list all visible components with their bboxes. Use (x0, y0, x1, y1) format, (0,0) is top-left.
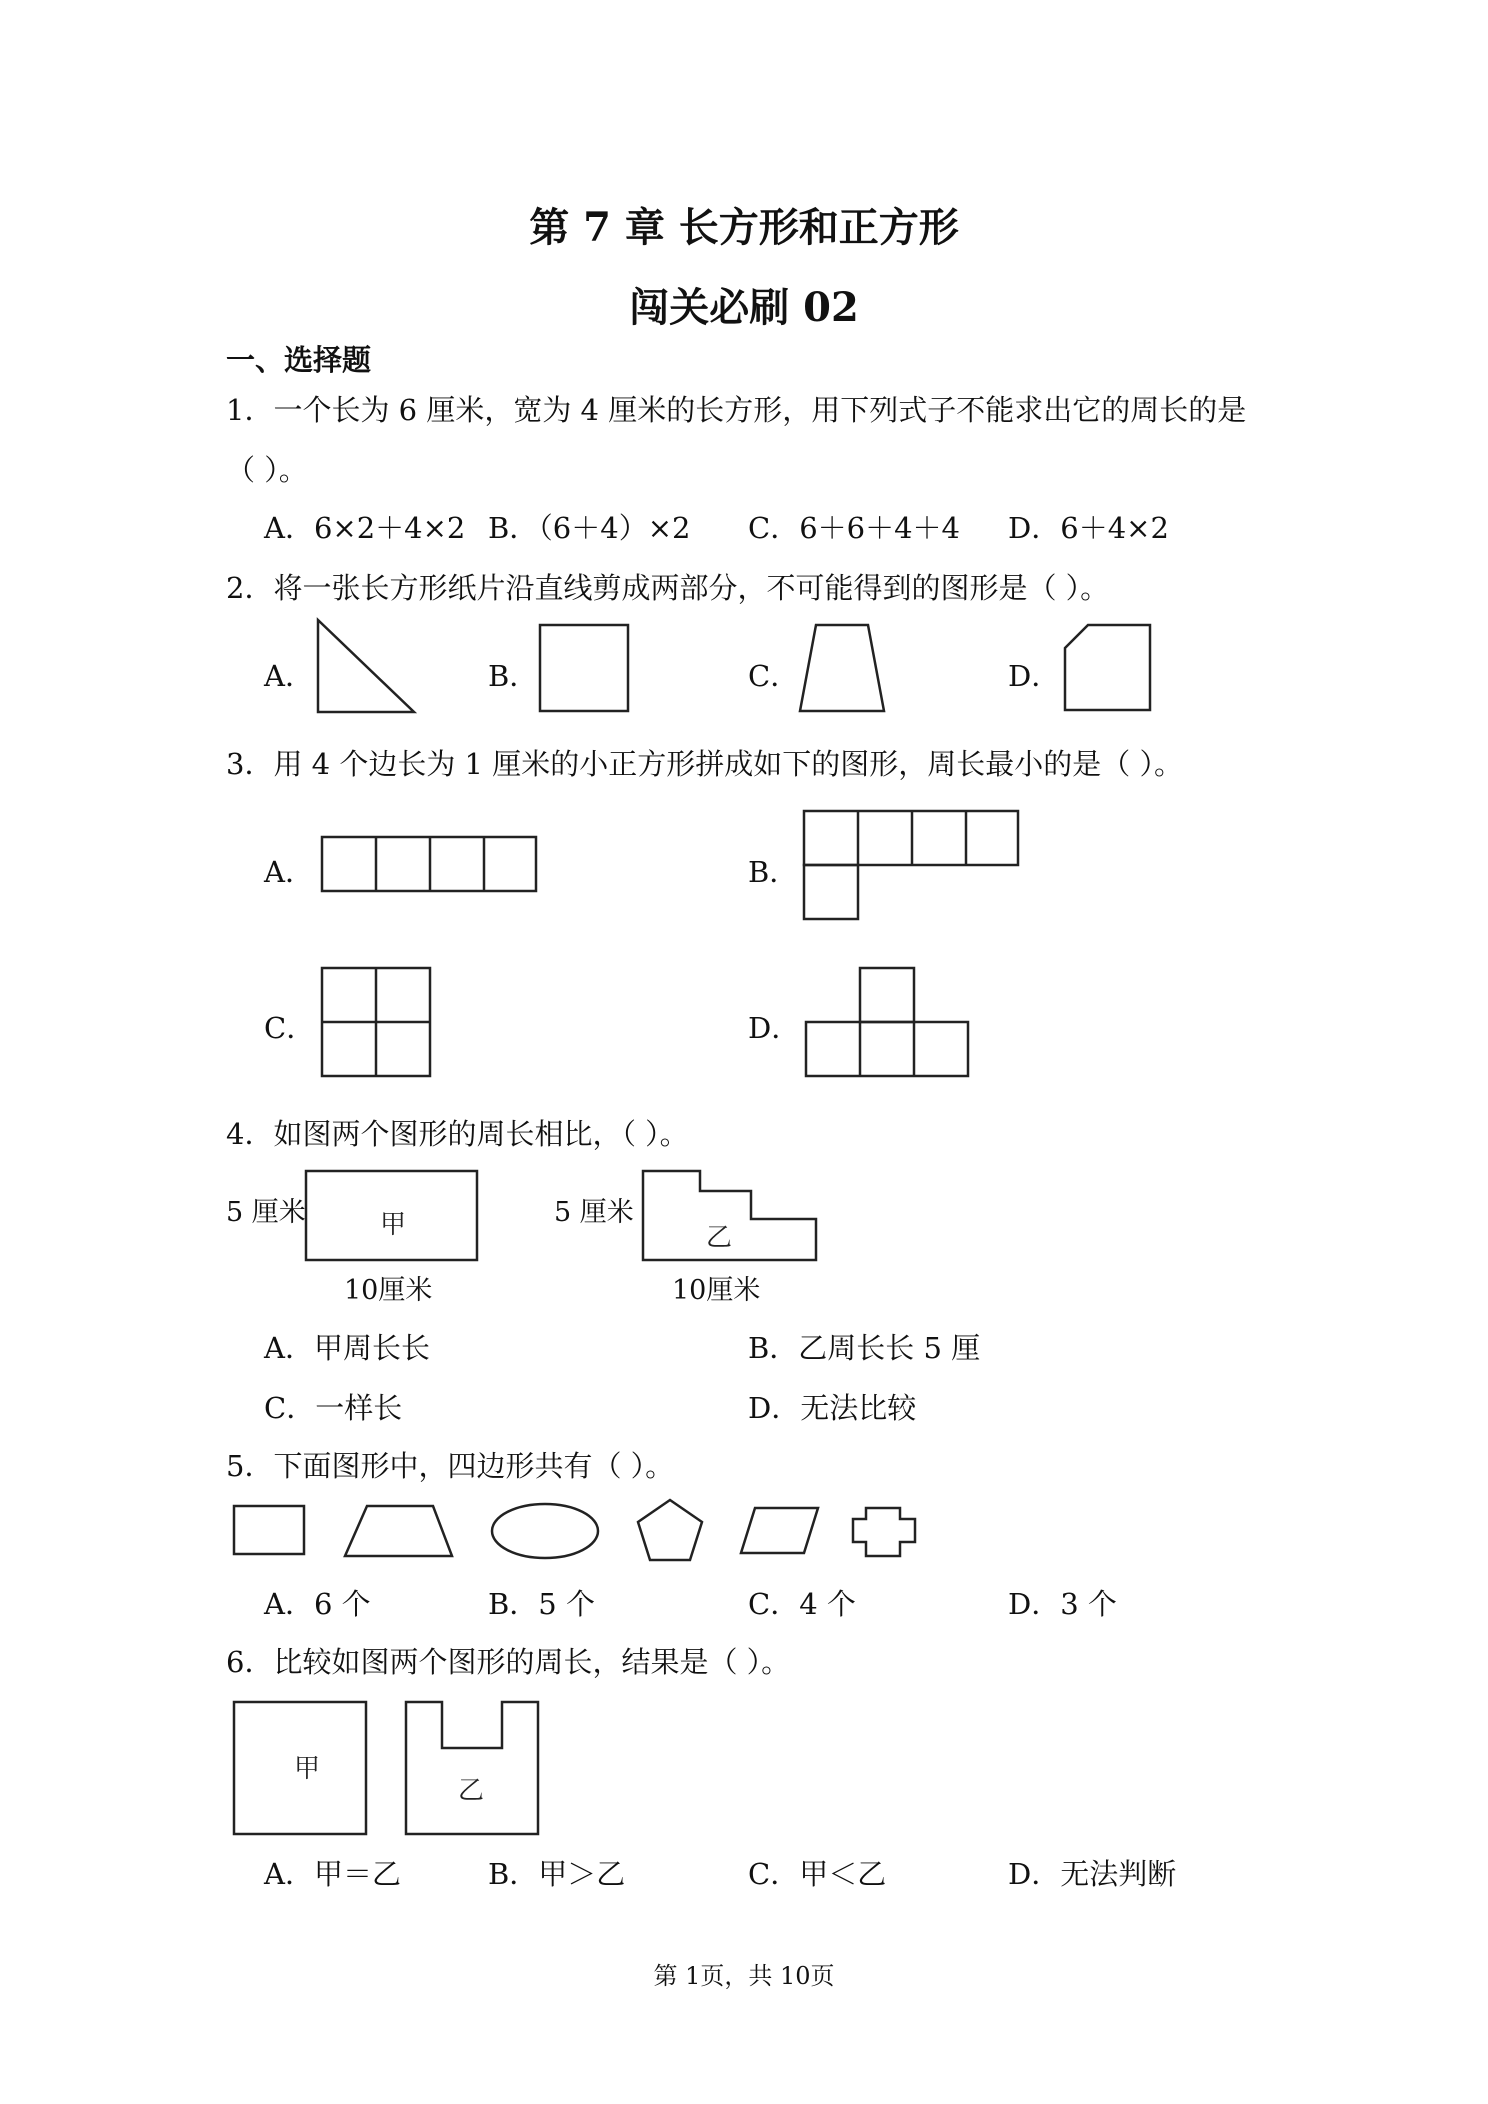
section-heading: 一、选择题 (226, 343, 372, 377)
yi-width-label: 10厘米 (672, 1275, 761, 1306)
q6-option-b[interactable]: B．甲＞乙 (488, 1857, 626, 1891)
q6-option-a[interactable]: A．甲＝乙 (264, 1857, 401, 1891)
page-footer: 第 1页，共 10页 (653, 1962, 835, 1990)
q6-figure-yi (406, 1702, 538, 1834)
q4-option-d[interactable]: D．无法比较 (748, 1391, 917, 1425)
q1-option-c[interactable]: C．6＋6＋4＋4 (748, 511, 960, 545)
q3-option-b[interactable]: B． (748, 855, 799, 889)
q3-option-a[interactable]: A． (264, 855, 314, 889)
q2-option-c[interactable]: C． (748, 659, 800, 693)
q5-shape-trapezoid (345, 1506, 452, 1556)
worksheet-subtitle: 闯关必刷 02 (629, 284, 859, 331)
q5-option-b[interactable]: B．5 个 (488, 1587, 595, 1621)
q4-yi-text: 乙 (706, 1223, 733, 1253)
q1-option-b[interactable]: B．（6＋4）×2 (488, 511, 691, 545)
q3-option-d[interactable]: D． (748, 1011, 801, 1045)
q3-figure-b (804, 811, 1018, 919)
q4-option-a[interactable]: A．甲周长长 (264, 1331, 430, 1365)
q4-jia-text: 甲 (380, 1210, 407, 1240)
question-5-stem: 5．下面图形中，四边形共有（ ）。 (226, 1449, 675, 1483)
q6-option-d[interactable]: D．无法判断 (1008, 1857, 1177, 1891)
question-2-stem: 2．将一张长方形纸片沿直线剪成两部分，不可能得到的图形是（ ）。 (226, 571, 1110, 605)
question-1-stem-cont: （ ）。 (226, 453, 308, 487)
q2-option-d[interactable]: D． (1008, 659, 1061, 693)
q5-shape-ellipse (492, 1504, 598, 1558)
q5-shape-rectangle (234, 1506, 304, 1554)
q3-option-c[interactable]: C． (264, 1011, 316, 1045)
yi-height-label: 5 厘米 (554, 1197, 634, 1228)
q3-figure-a (322, 837, 536, 891)
q5-option-c[interactable]: C．4 个 (748, 1587, 856, 1621)
q5-option-d[interactable]: D．3 个 (1008, 1587, 1117, 1621)
q2-option-b[interactable]: B． (488, 659, 539, 693)
q2-shape-cut-corner-square (1065, 625, 1150, 710)
q2-option-a[interactable]: A． (264, 659, 314, 693)
q6-yi-text: 乙 (458, 1776, 485, 1806)
q5-option-a[interactable]: A．6 个 (264, 1587, 371, 1621)
q6-option-c[interactable]: C．甲＜乙 (748, 1857, 887, 1891)
q1-option-d[interactable]: D．6＋4×2 (1008, 511, 1169, 545)
q5-shape-cross (853, 1508, 915, 1556)
q2-shape-square (540, 625, 628, 711)
question-6-stem: 6．比较如图两个图形的周长，结果是（ ）。 (226, 1645, 791, 1679)
question-3-stem: 3．用 4 个边长为 1 厘米的小正方形拼成如下的图形，周长最小的是（ ）。 (226, 747, 1183, 781)
q2-shape-right-triangle (318, 620, 414, 712)
q5-shape-parallelogram (741, 1508, 818, 1553)
jia-width-label: 10厘米 (344, 1275, 433, 1306)
question-1-stem: 1．一个长为 6 厘米，宽为 4 厘米的长方形，用下列式子不能求出它的周长的是 (226, 393, 1247, 427)
jia-height-label: 5 厘米 (226, 1197, 306, 1228)
q2-shape-trapezoid (800, 625, 884, 711)
q5-shape-pentagon (638, 1500, 702, 1560)
q4-option-b[interactable]: B．乙周长长 5 厘 (748, 1331, 981, 1365)
q6-jia-text: 甲 (294, 1754, 321, 1784)
question-4-stem: 4．如图两个图形的周长相比，（ ）。 (226, 1117, 689, 1151)
q4-option-c[interactable]: C．一样长 (264, 1391, 403, 1425)
q1-option-a[interactable]: A．6×2＋4×2 (264, 511, 466, 545)
chapter-title: 第 7 章 长方形和正方形 (529, 204, 959, 251)
q3-figure-c (322, 968, 430, 1076)
q3-figure-d (806, 968, 968, 1076)
